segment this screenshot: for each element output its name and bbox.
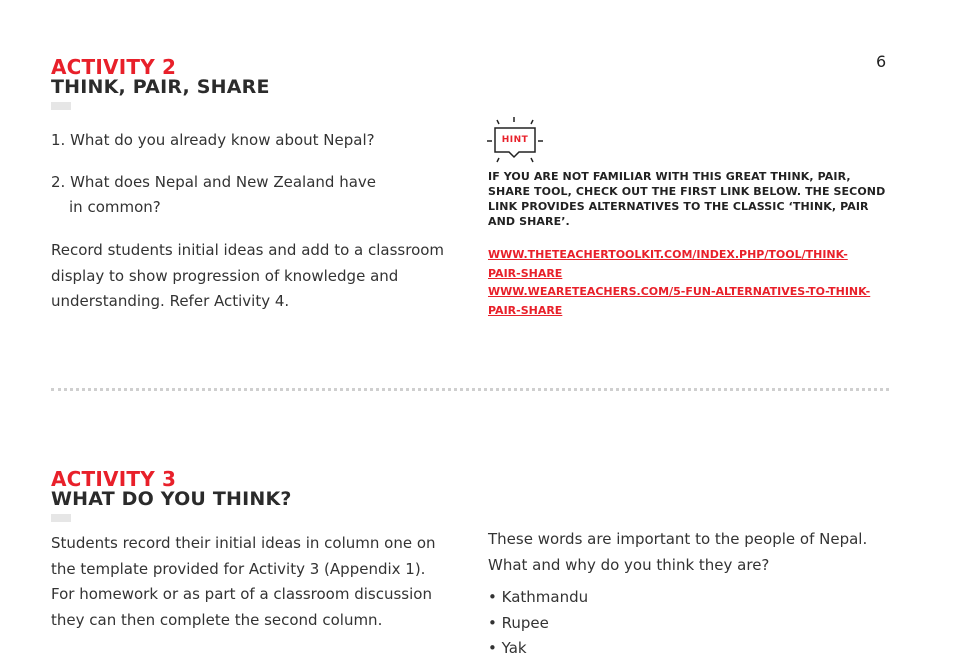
heading-accent-bar <box>51 102 71 110</box>
hint-line: AND SHARE’. <box>488 215 570 228</box>
heading-accent-bar <box>51 514 71 522</box>
left-text-line: Students record their initial ideas in column one on <box>51 534 436 552</box>
hint-text <box>488 169 908 229</box>
instruction-line: understanding. Refer Activity 4. <box>51 292 290 310</box>
activity-2-title: THINK, PAIR, SHARE <box>51 76 270 98</box>
right-text-line: These words are important to the people of Nepal. <box>488 530 868 548</box>
question-2-continued: in common? <box>69 198 161 216</box>
instruction-line: Record students initial ideas and add to a classroom <box>51 241 445 259</box>
hint-line: LINK PROVIDES ALTERNATIVES TO THE CLASSIC ‘THINK, PAIR <box>488 200 869 213</box>
nepal-words-list <box>488 585 788 662</box>
activity-3-heading <box>51 469 292 509</box>
activity-3-title: WHAT DO YOU THINK? <box>51 488 292 510</box>
list-item: • Yak <box>488 636 788 662</box>
question-2: 2. What does Nepal and New Zealand have <box>51 172 376 191</box>
left-text-line: the template provided for Activity 3 (Appendix 1). <box>51 559 426 578</box>
left-text-line: For homework or as part of a classroom discussion <box>51 585 432 603</box>
page-number: 6 <box>876 52 887 71</box>
teacher-toolkit-link[interactable]: WWW.THETEACHERTOOLKIT.COM/INDEX.PHP/TOOL/THINK- <box>488 248 848 261</box>
question-1: 1. What do you already know about Nepal? <box>51 131 375 149</box>
left-text-line: they can then complete the second column. <box>51 610 383 629</box>
hint-line: SHARE TOOL, CHECK OUT THE FIRST LINK BELOW. THE SECOND <box>488 185 886 198</box>
activity-3-label: ACTIVITY 3 <box>51 467 177 491</box>
instruction-line: display to show progression of knowledge and <box>51 266 399 285</box>
hint-links <box>488 246 908 320</box>
list-item: • Rupee <box>488 611 788 637</box>
hint-badge-label: HINT <box>501 135 529 145</box>
right-text-line: What and why do you think they are? <box>488 555 770 574</box>
activity-3-right-text <box>488 527 908 578</box>
teacher-toolkit-link-continued[interactable]: PAIR-SHARE <box>488 266 563 280</box>
weareteachers-link[interactable]: WWW.WEARETEACHERS.COM/5-FUN-ALTERNATIVES-TO-THINK- <box>488 285 871 298</box>
activity-2-questions <box>51 128 451 221</box>
section-divider <box>51 388 889 391</box>
activity-2-heading <box>51 57 270 97</box>
activity-2-label: ACTIVITY 2 <box>51 55 177 79</box>
hint-icon <box>485 116 545 166</box>
hint-line: IF YOU ARE NOT FAMILIAR WITH THIS GREAT THINK, PAIR, <box>488 170 851 183</box>
activity-3-left-text <box>51 531 461 633</box>
activity-2-instructions <box>51 238 461 315</box>
list-item: • Kathmandu <box>488 585 788 611</box>
weareteachers-link-continued[interactable]: PAIR-SHARE <box>488 303 563 317</box>
